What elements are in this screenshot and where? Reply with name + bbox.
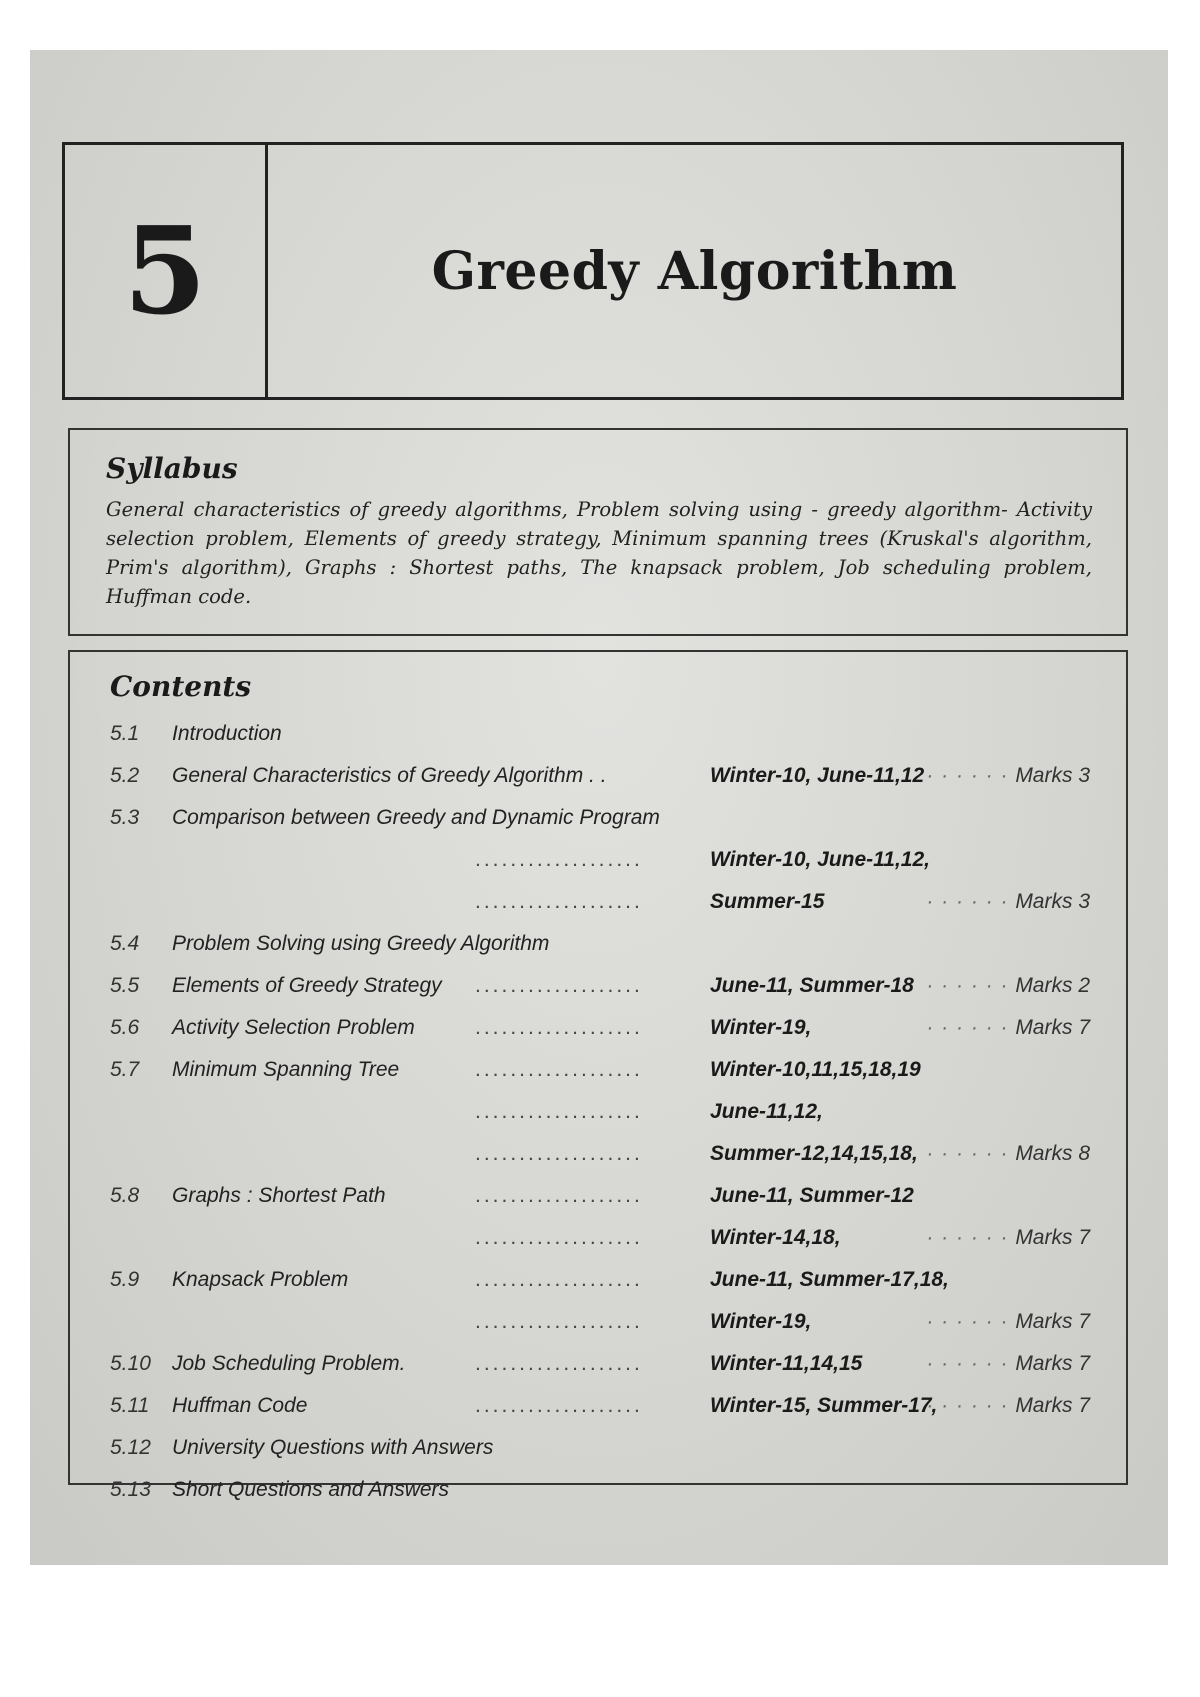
- toc-title: Job Scheduling Problem.: [172, 1352, 406, 1375]
- toc-title: Elements of Greedy Strategy: [172, 974, 442, 997]
- toc-exam: June-11, Summer-18: [710, 974, 914, 997]
- syllabus-text: General characteristics of greedy algorithms, Problem solving using - greedy algorithm- Activity selection problem, Elements of greedy strategy, Minimum spanning trees (Kruskal's algorithm, Prim's algorithm), Graphs : Shortest paths, The knapsack problem, Job scheduling problem, Huffman code.: [106, 498, 1092, 608]
- toc-number: 5.8: [110, 1184, 140, 1207]
- toc-marks: · · · Marks 3: [926, 890, 1090, 914]
- chapter-header: [62, 142, 1124, 400]
- toc-leader: ...................: [475, 1310, 643, 1333]
- toc-title: Activity Selection Problem: [172, 1016, 415, 1039]
- toc-row: [110, 1385, 1090, 1427]
- chapter-number: 5: [65, 145, 268, 397]
- syllabus-heading: Syllabus: [106, 452, 238, 485]
- toc-leader: ...................: [475, 1394, 643, 1417]
- contents-heading: Contents: [110, 670, 252, 703]
- toc-leader: ...................: [475, 974, 643, 997]
- toc-exam: Winter-15, Summer-17,: [710, 1394, 938, 1417]
- toc-number: 5.11: [110, 1394, 150, 1417]
- toc-marks: · · · Marks 7: [926, 1226, 1090, 1250]
- toc-title: Short Questions and Answers: [172, 1478, 450, 1501]
- toc-row: [110, 1259, 1090, 1301]
- toc-row: [110, 1427, 1090, 1469]
- toc-number: 5.12: [110, 1436, 151, 1459]
- toc-marks: · · · Marks 7: [926, 1310, 1090, 1334]
- toc-exam: June-11, Summer-12: [710, 1184, 914, 1207]
- toc-row: [110, 1007, 1090, 1049]
- toc-number: 5.9: [110, 1268, 140, 1291]
- toc-number: 5.4: [110, 932, 140, 955]
- toc-number: 5.13: [110, 1478, 151, 1501]
- toc-exam: Winter-11,14,15: [710, 1352, 863, 1375]
- toc-exam: June-11,12,: [710, 1100, 823, 1123]
- toc-number: 5.7: [110, 1058, 140, 1081]
- toc-row: [110, 1469, 1090, 1511]
- toc-leader: ...................: [475, 1184, 643, 1207]
- toc-leader: ...................: [475, 1268, 643, 1291]
- toc-leader: ...................: [475, 1058, 643, 1081]
- toc-exam: Winter-10,11,15,18,19: [710, 1058, 921, 1081]
- toc-row: [110, 713, 1090, 755]
- toc-marks: · · · Marks 7: [926, 1394, 1090, 1418]
- toc-number: 5.3: [110, 806, 140, 829]
- toc-row: [110, 1217, 1090, 1259]
- toc-leader: ...................: [475, 1226, 643, 1249]
- toc-title: Minimum Spanning Tree: [172, 1058, 400, 1081]
- toc-leader: ...................: [475, 890, 643, 913]
- toc-exam: Summer-15: [710, 890, 825, 913]
- toc-number: 5.5: [110, 974, 140, 997]
- toc-marks: · · · Marks 3: [926, 764, 1090, 788]
- toc-number: 5.6: [110, 1016, 140, 1039]
- table-of-contents: [110, 713, 1090, 1511]
- toc-leader: ...................: [475, 848, 643, 871]
- toc-row: [110, 1049, 1090, 1091]
- toc-number: 5.10: [110, 1352, 151, 1375]
- toc-title: General Characteristics of Greedy Algorithm . .: [172, 764, 607, 787]
- toc-row: [110, 881, 1090, 923]
- chapter-title: Greedy Algorithm: [431, 240, 958, 302]
- toc-marks: · · · Marks 8: [926, 1142, 1090, 1166]
- toc-exam: Winter-19,: [710, 1016, 812, 1039]
- toc-leader: ...................: [475, 1100, 643, 1123]
- toc-title: University Questions with Answers: [172, 1436, 494, 1459]
- toc-exam: Winter-14,18,: [710, 1226, 841, 1249]
- toc-exam: June-11, Summer-17,18,: [710, 1268, 949, 1291]
- toc-exam: Winter-19,: [710, 1310, 812, 1333]
- toc-title: Comparison between Greedy and Dynamic Program: [172, 806, 660, 829]
- contents-box: [68, 650, 1128, 1501]
- toc-number: 5.2: [110, 764, 140, 787]
- toc-marks: · · · Marks 7: [926, 1016, 1090, 1040]
- toc-marks: · · · Marks 7: [926, 1352, 1090, 1376]
- toc-row: [110, 1175, 1090, 1217]
- toc-title: Huffman Code: [172, 1394, 308, 1417]
- toc-title: Graphs : Shortest Path: [172, 1184, 386, 1207]
- toc-marks: · · · Marks 2: [926, 974, 1090, 998]
- toc-leader: ...................: [475, 1352, 643, 1375]
- toc-row: [110, 755, 1090, 797]
- toc-row: [110, 965, 1090, 1007]
- toc-row: [110, 923, 1090, 965]
- syllabus-box: [68, 428, 1128, 636]
- toc-title: Knapsack Problem: [172, 1268, 349, 1291]
- toc-exam: Winter-10, June-11,12,: [710, 848, 930, 871]
- toc-row: [110, 1343, 1090, 1385]
- toc-row: [110, 839, 1090, 881]
- toc-title: Problem Solving using Greedy Algorithm: [172, 932, 550, 955]
- toc-row: [110, 797, 1090, 839]
- toc-row: [110, 1091, 1090, 1133]
- toc-leader: ...................: [475, 1142, 643, 1165]
- toc-exam: Winter-10, June-11,12: [710, 764, 925, 787]
- toc-exam: Summer-12,14,15,18,: [710, 1142, 918, 1165]
- toc-leader: ...................: [475, 1016, 643, 1039]
- toc-number: 5.1: [110, 722, 140, 745]
- toc-row: [110, 1133, 1090, 1175]
- toc-row: [110, 1301, 1090, 1343]
- toc-title: Introduction: [172, 722, 282, 745]
